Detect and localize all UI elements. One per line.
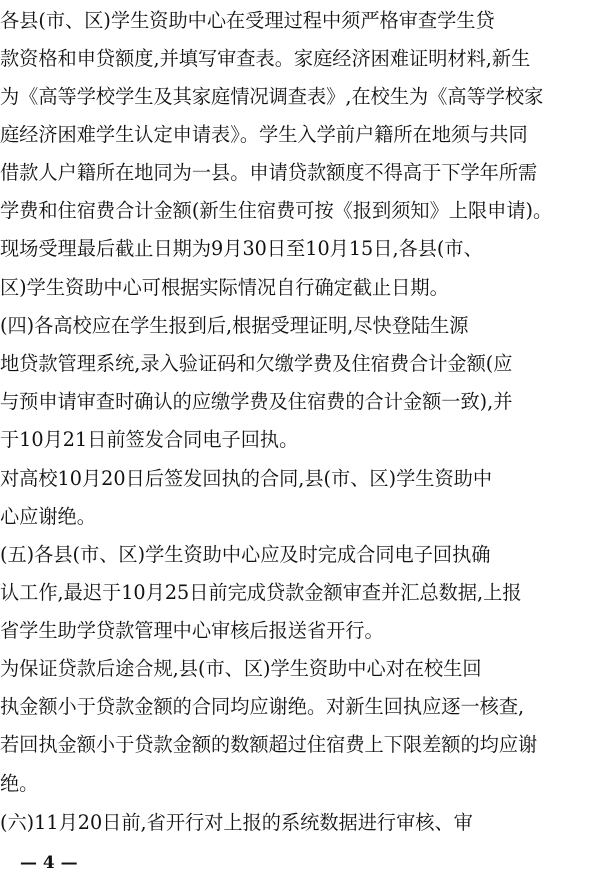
text-line: 款资格和申贷额度,并填写审查表。家庭经济困难证明材料,新生 [0, 47, 531, 70]
text-line: 执金额小于贷款金额的合同均应谢绝。对新生回执应逐一核查, [0, 695, 525, 718]
text-line: 认工作,最迟于10月25日前完成贷款金额审查并汇总数据,上报 [0, 581, 522, 604]
text-line: 对高校10月20日后签发回执的合同,县(市、区)学生资助中 [0, 467, 493, 490]
text-line: 地贷款管理系统,录入验证码和欠缴学费及住宿费合计金额(应 [0, 352, 513, 375]
text-line: 若回执金额小于贷款金额的数额超过住宿费上下限差额的均应谢 [0, 733, 538, 756]
text-line: (四)各高校应在学生报到后,根据受理证明,尽快登陆生源 [0, 314, 469, 337]
text-line: 庭经济困难学生认定申请表》。学生入学前户籍所在地须与共同 [0, 123, 528, 146]
text-line: 省学生助学贷款管理中心审核后报送省开行。 [0, 619, 384, 642]
text-line: 各县(市、区)学生资助中心在受理过程中须严格审查学生贷 [0, 9, 495, 32]
text-line: 学费和住宿费合计金额(新生住宿费可按《报到须知》上限申请)。 [0, 199, 553, 222]
text-line: 借款人户籍所在地同为一县。申请贷款额度不得高于下学年所需 [0, 161, 538, 184]
text-line: 区)学生资助中心可根据实际情况自行确定截止日期。 [0, 276, 449, 299]
text-line: 心应谢绝。 [0, 505, 96, 528]
text-line: (六)11月20日前,省开行对上报的系统数据进行审核、审 [0, 811, 473, 834]
text-line: (五)各县(市、区)学生资助中心应及时完成合同电子回执确 [0, 543, 491, 566]
text-line: 现场受理最后截止日期为9月30日至10月15日,各县(市、 [0, 237, 483, 260]
text-line: 与预申请审查时确认的应缴学费及住宿费的合计金额一致),并 [0, 390, 513, 413]
text-line: 为《高等学校学生及其家庭情况调查表》,在校生为《高等学校家 [0, 85, 544, 108]
text-line: 绝。 [0, 772, 39, 795]
text-line: 为保证贷款后途合规,县(市、区)学生资助中心对在校生回 [0, 657, 482, 680]
page-number: — 4 — [20, 853, 78, 873]
text-line: 于10月21日前签发合同电子回执。 [0, 428, 299, 451]
